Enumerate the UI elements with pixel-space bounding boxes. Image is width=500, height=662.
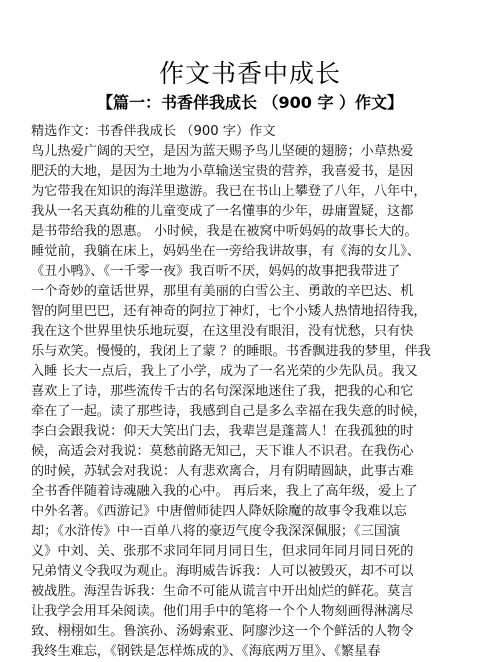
text-line: 却；《水浒传》中一百单八将的豪迈气度令我深深佩服；《三国演 [31,524,401,539]
text-line: 乐与欢笑。慢慢的，我闭上了蒙 ？的睡眼。书香飘进我的梦里，伴我 [31,344,431,359]
text-line: 智的阿里巴巴，还有神奇的阿拉丁神灯，七个小矮人热情地招待我， [31,304,427,319]
text-line: 李白会跟我说：仰天大笑出门去，我辈岂是蓬蒿人！在我孤独的时 [31,424,414,439]
text-line: 肥沃的大地，是因为土地为小草输送宝贵的营养，我喜爱书，是因 [31,164,414,179]
text-line: 为它带我在知识的海洋里遨游。我已在书山上攀登了八年，八年中， [31,184,427,199]
text-line: 《丑小鸭》、《一千零一夜》我百听不厌，妈妈的故事把我带进了 [31,264,401,279]
text-line: 我在这个世界里快乐地玩耍，在这里没有眼泪，没有忧愁，只有快 [31,324,414,339]
document-subtitle: 【篇一：书香伴我成长 （900 字 ）作文】 [96,93,404,112]
text-line: 的时候，苏轼会对我说：人有悲欢离合，月有阴晴圆缺，此事古难 [31,464,414,479]
document-title: 作文书香中成长 [158,59,341,88]
text-line: 候，高适会对我说：莫愁前路无知己，天下谁人不识君。在我伤心 [31,444,414,459]
text-line: 睡觉前，我躺在床上，妈妈坐在一旁给我讲故事，有《海的女儿》、 [31,244,421,259]
text-line: 致、栩栩如生。鲁滨孙、汤姆索亚、阿廖沙这一个个鲜活的人物令 [31,624,414,639]
text-line: 牵在了一起。读了那些诗，我感到自己是多么幸福在我失意的时候， [31,404,427,419]
document-body [31,122,473,662]
text-line: 一个奇妙的童话世界，那里有美丽的白雪公主、勇敢的辛巴达、机 [31,284,414,299]
text-line: 鸟儿热爱广阔的天空，是因为蓝天赐予鸟儿坚硬的翅膀；小草热爱 [31,144,414,159]
text-line: 精选作文：书香伴我成长 （900 字）作文 [31,124,276,139]
text-line: 入睡 长大一点后，我上了小学，成为了一名光荣的少先队员。我又 [31,364,418,379]
text-line: 喜欢上了诗，那些流传千古的名句深深地迷住了我，把我的心和它 [31,384,414,399]
text-line: 让我学会用耳朵阅读。他们用手中的笔将一个个人物刻画得淋漓尽 [31,604,414,619]
text-line: 全书香伴随着诗魂融入我的心中。 再后来，我上了高年级，爱上了 [31,484,418,499]
text-line: 我从一名天真幼稚的儿童变成了一名懂事的少年，毋庸置疑，这都 [31,204,414,219]
text-line: 义》中刘、关、张那不求同年同月同日生，但求同年同月同日死的 [31,544,414,559]
text-line: 兄弟情义令我叹为观止。海明威告诉我：人可以被毁灭，却不可以 [31,564,414,579]
text-line: 我终生难忘，《钢铁是怎样炼成的》、《海底两万里》、《繁星春 [31,644,381,659]
text-line: 被战胜。海涅告诉我：生命不可能从谎言中开出灿烂的鲜花。莫言 [31,584,414,599]
text-line: 中外名著。《西游记》中唐僧师徒四人降妖除魔的故事令我难以忘 [31,504,407,519]
text-line: 是书带给我的恩惠。 小时候，我是在被窝中听妈妈的故事长大的。 [31,224,418,239]
